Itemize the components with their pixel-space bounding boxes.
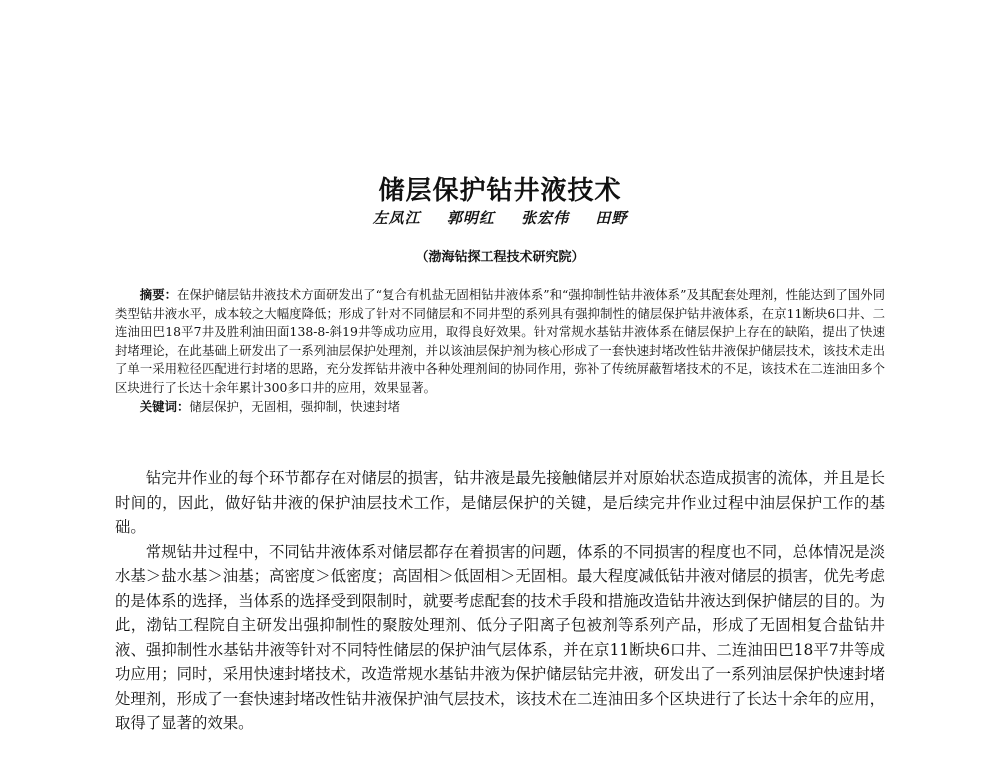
abstract-label: 摘要： [139,287,178,302]
abstract-text: 在保护储层钻井液技术方面研发出了“复合有机盐无固相钻井液体系”和“强抑制性钻井液体系”及其配套处理剂，性能达到了国外同类型钻井液水平，成本较之大幅度降低；形成了针对不同储层和不同井型的系列具有强抑制性的储层保护钻井液体系，在京11断块6口井、二连油田巴18平7井及胜利油田面138-8-斜19井等成功应用，取得良好效果。针对常规水基钻井液体系在储层保护上存在的缺陷，提出了快速封堵理论，在此基础上研发出了一系列油层保护处理剂，并以该油层保护剂为核心形成了一套快速封堵改性钻井液保护储层技术，该技术走出了单一采用粒径匹配进行封堵的思路，充分发挥钻井液中各种处理剂间的协同作用，弥补了传统屏蔽暂堵技术的不足，该技术在二连油田多个区块进行了长达十余年累计300多口井的应用，效果显著。 [115,287,885,395]
paper-title: 储层保护钻井液技术 [378,176,622,206]
author-name: 郭明红 [446,209,495,227]
body-paragraph: 常规钻井过程中，不同钻井液体系对储层都存在着损害的问题，体系的不同损害的程度也不同，总体情况是淡水基＞盐水基＞油基；高密度＞低密度；高固相＞低固相＞无固相。最大程度减低钻井液对储层的损害，优先考虑的是体系的选择，当体系的选择受到限制时，就要考虑配套的技术手段和措施改造钻井液达到保护储层的目的。为此，渤钻工程院自主研发出强抑制性的聚胺处理剂、低分子阳离子包被剂等系列产品，形成了无固相复合盐钻井液、强抑制性水基钻井液等针对不同特性储层的保护油气层体系，并在京11断块6口井、二连油田巴18平7井等成功应用；同时，采用快速封堵技术，改造常规水基钻井液为保护储层钻完井液，研发出了一系列油层保护快速封堵处理剂，形成了一套快速封堵改性钻井液保护油气层技术，该技术在二连油田多个区块进行了长达十余年的应用，取得了显著的效果。 [115,542,885,732]
author-name: 左凤江 [372,209,421,227]
body-text [115,466,885,736]
abstract-paragraph [115,286,885,398]
author-list [0,207,1000,228]
body-paragraph: 钻完井作业的每个环节都存在对储层的损害，钻井液是最先接触储层并对原始状态造成损害的流体，并且是长时间的，因此，做好钻井液的保护油层技术工作，是储层保护的关键，是后续完井作业过程中油层保护工作的基础。 [115,469,885,536]
keywords-line [115,398,885,417]
author-name: 田野 [595,209,628,227]
affiliation: （渤海钻探工程技术研究院） [415,250,585,265]
keywords-label: 关键词： [139,398,190,414]
keywords-text: 储层保护，无固相，强抑制，快速封堵 [189,398,400,414]
abstract-block [115,286,885,416]
author-name: 张宏伟 [521,209,570,227]
